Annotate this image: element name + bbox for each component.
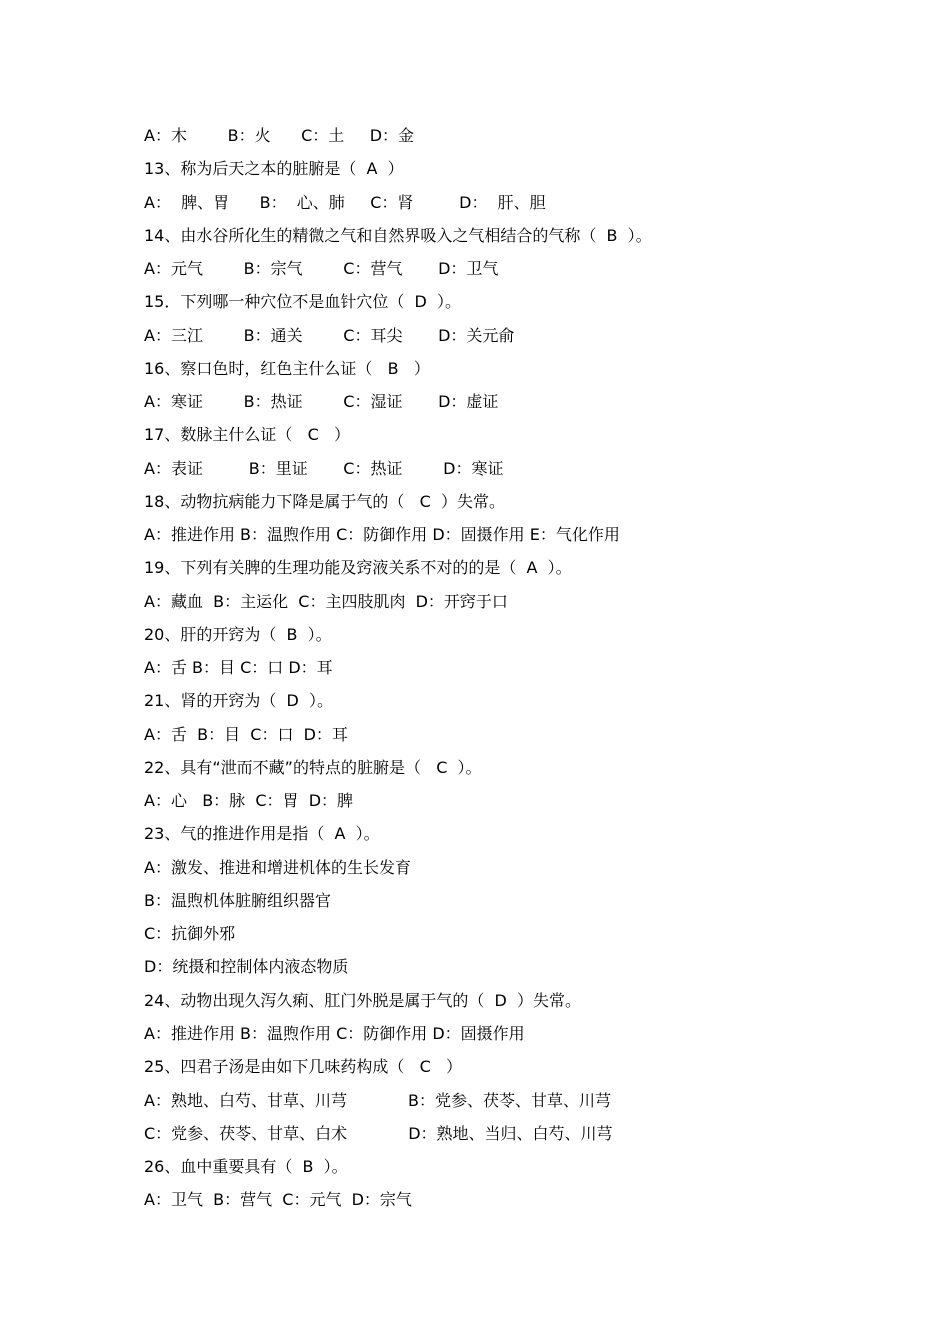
answer-options-26: A：卫气 B：营气 C：元气 D：宗气 bbox=[144, 1190, 412, 1209]
answer-options-25-cd: C：党参、茯苓、甘草、白术 D：熟地、当归、白芍、川芎 bbox=[144, 1124, 613, 1143]
answer-option-23-d: D：统摄和控制体内液态物质 bbox=[144, 957, 349, 976]
question-26: 26、血中重要具有（ B ）。 bbox=[144, 1157, 348, 1176]
answer-options-22: A：心 B：脉 C：胃 D：脾 bbox=[144, 791, 354, 810]
question-14: 14、由水谷所化生的精微之气和自然界吸入之气相结合的气称（ B ）。 bbox=[144, 226, 652, 245]
answer-options-20: A：舌 B：目 C：口 D：耳 bbox=[144, 658, 333, 677]
question-19: 19、下列有关脾的生理功能及窍液关系不对的的是（ A ）。 bbox=[144, 558, 572, 577]
answer-options-15: A：三江 B：通关 C：耳尖 D：关元俞 bbox=[144, 326, 515, 345]
question-18: 18、动物抗病能力下降是属于气的（ C ）失常。 bbox=[144, 492, 505, 511]
question-15: 15．下列哪一种穴位不是血针穴位（ D ）。 bbox=[144, 292, 462, 311]
question-24: 24、动物出现久泻久痢、肛门外脱是属于气的（ D ）失常。 bbox=[144, 991, 582, 1010]
question-25: 25、四君子汤是由如下几味药构成（ C ） bbox=[144, 1057, 463, 1076]
answer-options-18: A：推进作用 B：温煦作用 C：防御作用 D：固摄作用 E：气化作用 bbox=[144, 525, 620, 544]
answer-option-23-c: C：抗御外邪 bbox=[144, 924, 236, 943]
question-21: 21、肾的开窍为（ D ）。 bbox=[144, 691, 334, 710]
answer-options-14: A：元气 B：宗气 C：营气 D：卫气 bbox=[144, 259, 499, 278]
question-23: 23、气的推进作用是指（ A ）。 bbox=[144, 824, 380, 843]
question-13: 13、称为后天之本的脏腑是（ A ） bbox=[144, 159, 404, 178]
answer-options-21: A：舌 B：目 C：口 D：耳 bbox=[144, 725, 348, 744]
answer-options-17: A：表证 B：里证 C：热证 D：寒证 bbox=[144, 459, 504, 478]
question-16: 16、察口色时，红色主什么证（ B ） bbox=[144, 359, 430, 378]
answer-options-25-ab: A：熟地、白芍、甘草、川芎 B：党参、茯苓、甘草、川芎 bbox=[144, 1091, 611, 1110]
question-17: 17、数脉主什么证（ C ） bbox=[144, 425, 351, 444]
question-22: 22、具有“泄而不藏”的特点的脏腑是（ C ）。 bbox=[144, 758, 482, 777]
answer-options-19: A：藏血 B：主运化 C：主四肢肌肉 D：开窍于口 bbox=[144, 592, 508, 611]
answer-options-13: A： 脾、胃 B： 心、肺 C：肾 D： 肝、胆 bbox=[144, 193, 546, 212]
answer-options-24: A：推进作用 B：温煦作用 C：防御作用 D：固摄作用 bbox=[144, 1024, 525, 1043]
answer-option-23-b: B：温煦机体脏腑组织器官 bbox=[144, 891, 331, 910]
answer-option-23-a: A：激发、推进和增进机体的生长发育 bbox=[144, 858, 411, 877]
question-20: 20、肝的开窍为（ B ）。 bbox=[144, 625, 332, 644]
answer-options-16: A：寒证 B：热证 C：湿证 D：虚证 bbox=[144, 392, 499, 411]
answer-options-line: A：木 B：火 C：土 D：金 bbox=[144, 126, 415, 145]
